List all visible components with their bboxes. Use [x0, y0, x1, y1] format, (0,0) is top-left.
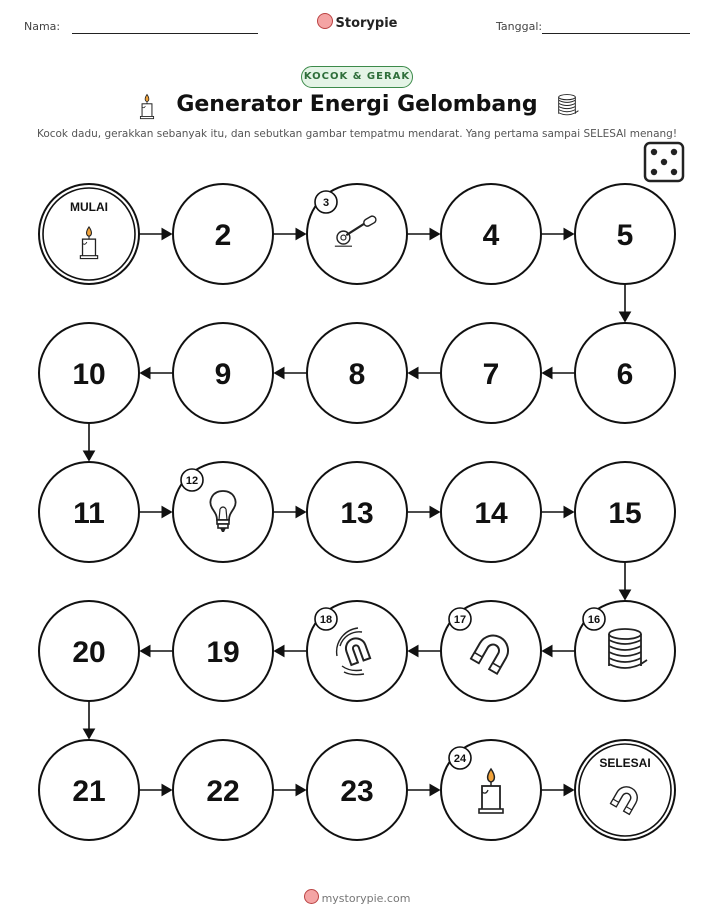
space-number: 8	[348, 358, 366, 391]
board-space	[173, 740, 273, 840]
board-space	[173, 462, 273, 562]
space-number: 7	[482, 358, 500, 391]
space-number: 2	[214, 219, 232, 252]
board-space	[307, 740, 407, 840]
space-number: 16	[587, 614, 601, 626]
board-space	[575, 184, 675, 284]
board-space	[173, 184, 273, 284]
dice-icon	[645, 143, 683, 181]
footer-logo-icon	[304, 889, 319, 904]
space-number: 5	[616, 219, 634, 252]
board-space	[39, 323, 139, 423]
space-number: 17	[453, 614, 467, 626]
board-space	[307, 184, 407, 284]
page-title: Generator Energi Gelombang	[176, 92, 538, 117]
space-number: 9	[214, 358, 232, 391]
board-space	[441, 462, 541, 562]
board-space	[173, 323, 273, 423]
space-number: 10	[72, 358, 106, 391]
space-label: MULAI	[70, 200, 108, 214]
space-number: 13	[340, 497, 374, 530]
date-label: Tanggal:	[496, 20, 543, 33]
board-space	[441, 323, 541, 423]
space-number: 15	[608, 497, 642, 530]
space-number: 21	[72, 775, 106, 808]
space-number: 18	[319, 614, 333, 626]
board-space	[307, 601, 407, 701]
name-label: Nama:	[24, 20, 61, 33]
board-space	[39, 601, 139, 701]
finish-space	[575, 740, 675, 840]
space-number: 4	[482, 219, 500, 252]
space-number: 22	[206, 775, 240, 808]
space-number: 24	[453, 753, 467, 765]
board-space	[441, 740, 541, 840]
space-number: 19	[206, 636, 240, 669]
space-number: 3	[322, 197, 330, 209]
title-coil-icon	[554, 93, 580, 119]
board-space	[575, 462, 675, 562]
board-space	[441, 184, 541, 284]
start-space	[39, 184, 139, 284]
brand-name: Storypie	[335, 16, 398, 31]
space-number: 11	[73, 497, 105, 530]
space-number: 20	[72, 636, 106, 669]
footer-url: mystorypie.com	[321, 892, 411, 905]
board-space	[575, 323, 675, 423]
footer	[0, 889, 714, 905]
board-space	[441, 601, 541, 701]
space-number: 12	[185, 475, 199, 487]
board-space	[575, 601, 675, 701]
title-candle-icon	[136, 91, 158, 121]
category-badge: KOCOK & GERAK	[301, 66, 413, 88]
board-space	[173, 601, 273, 701]
space-number: 23	[340, 775, 374, 808]
board-space	[307, 462, 407, 562]
space-number: 6	[616, 358, 634, 391]
board-space	[39, 740, 139, 840]
board-space	[307, 323, 407, 423]
space-number: 14	[474, 497, 508, 530]
instructions: Kocok dadu, gerakkan sebanyak itu, dan sebutkan gambar tempatmu mendarat. Yang pertama sampai SELESAI menang!	[36, 128, 678, 140]
space-label: SELESAI	[599, 756, 651, 770]
board-space	[39, 462, 139, 562]
